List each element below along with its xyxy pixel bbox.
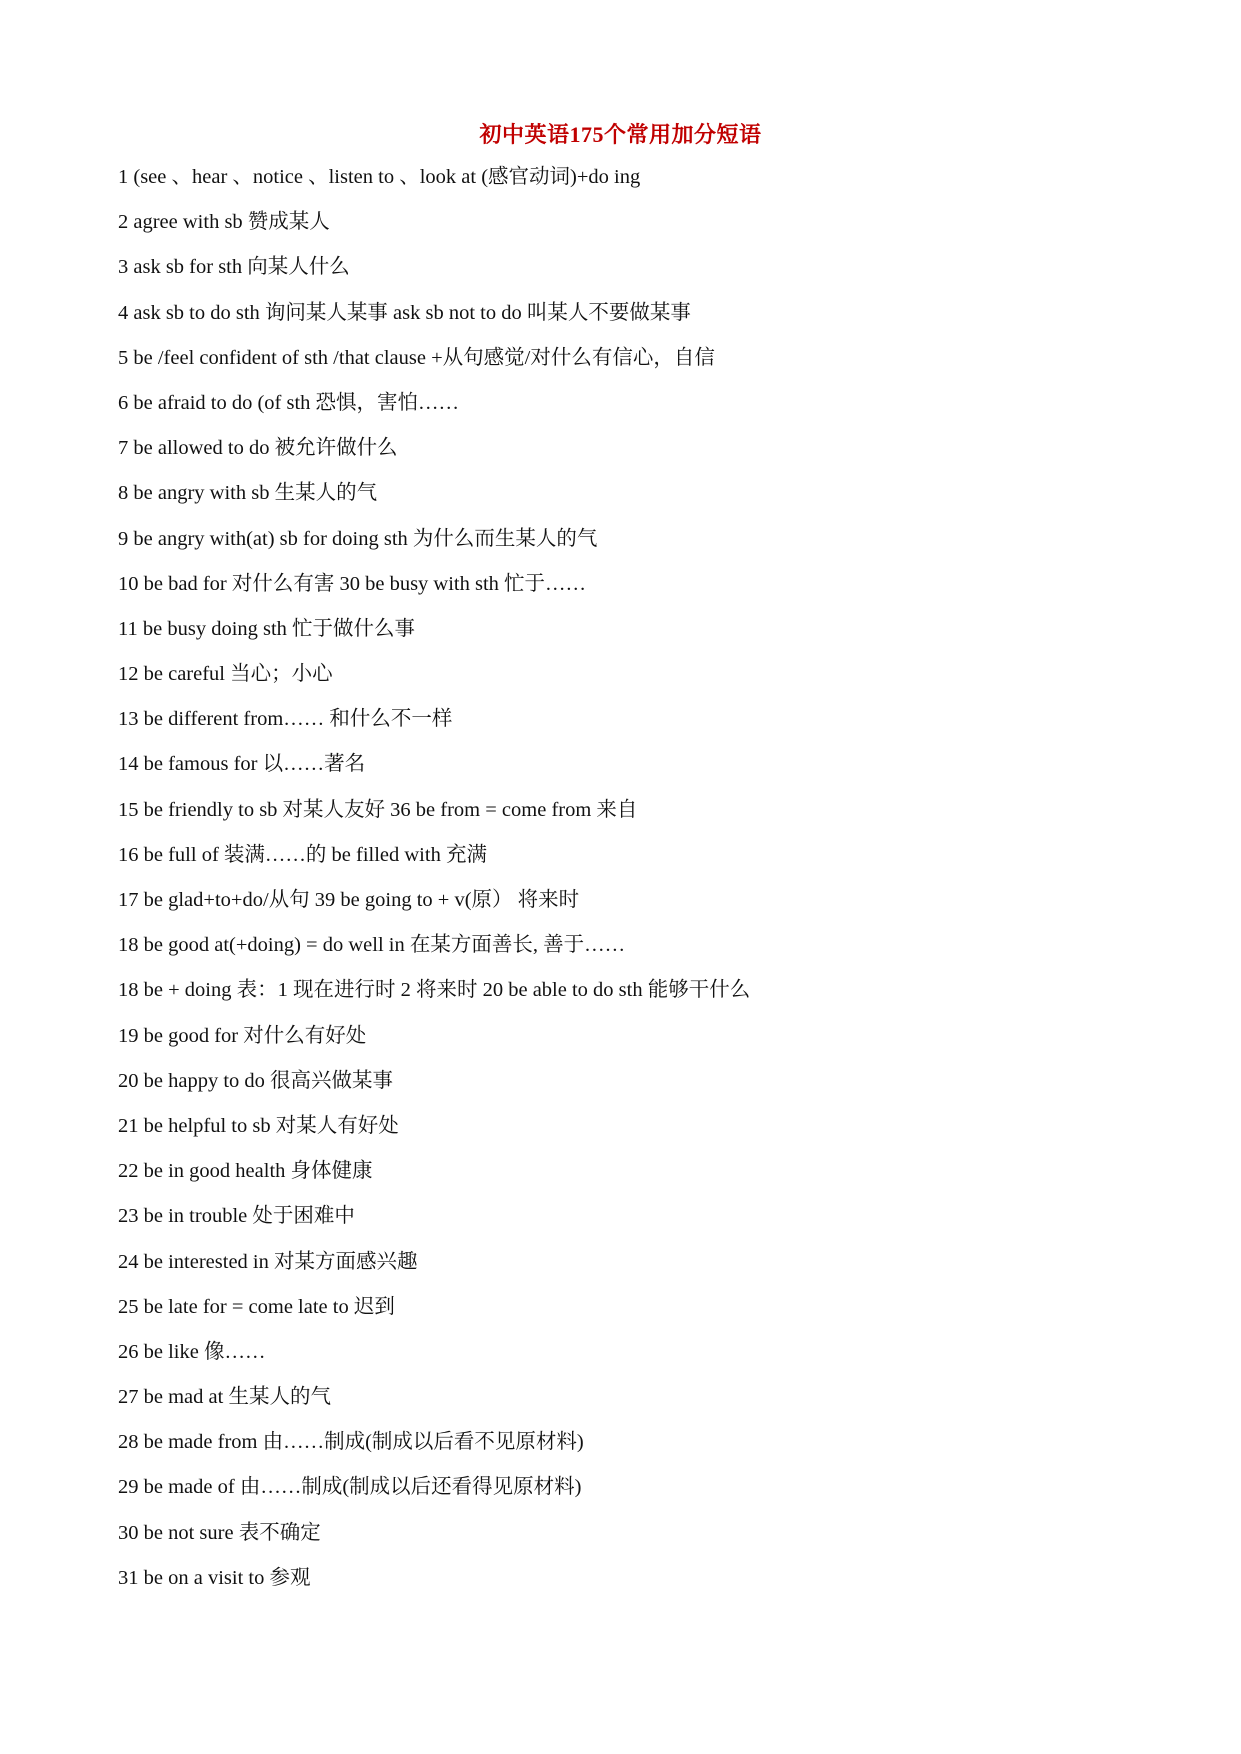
phrase-line: 10 be bad for 对什么有害 30 be busy with sth 忙于…… <box>118 572 587 595</box>
phrase-line: 25 be late for = come late to 迟到 <box>118 1295 395 1318</box>
phrase-line: 5 be /feel confident of sth /that clause +从句感觉/对什么有信心，自信 <box>118 346 715 369</box>
phrase-line: 11 be busy doing sth 忙于做什么事 <box>118 617 416 640</box>
phrase-line: 28 be made from 由……制成(制成以后看不见原材料) <box>118 1431 584 1454</box>
phrase-line: 21 be helpful to sb 对某人有好处 <box>118 1114 399 1137</box>
phrase-line: 18 be good at(+doing) = do well in 在某方面善长, 善于…… <box>118 934 626 957</box>
phrase-line: 30 be not sure 表不确定 <box>118 1521 321 1544</box>
phrase-line: 27 be mad at 生某人的气 <box>118 1386 331 1409</box>
phrase-line: 8 be angry with sb 生某人的气 <box>118 482 378 505</box>
phrase-line: 20 be happy to do 很高兴做某事 <box>118 1069 394 1092</box>
phrase-line: 22 be in good health 身体健康 <box>118 1160 373 1183</box>
phrase-line: 26 be like 像…… <box>118 1340 266 1363</box>
phrase-line: 29 be made of 由……制成(制成以后还看得见原材料) <box>118 1476 582 1499</box>
phrase-line: 3 ask sb for sth 向某人什么 <box>118 256 350 279</box>
phrase-line: 6 be afraid to do (of sth 恐惧，害怕…… <box>118 391 460 414</box>
phrase-line: 1 (see 、hear 、notice 、listen to 、look at (感官动词)+do ing <box>118 166 641 188</box>
phrase-line: 2 agree with sb 赞成某人 <box>118 211 330 234</box>
phrase-line: 13 be different from…… 和什么不一样 <box>118 708 453 731</box>
phrase-line: 15 be friendly to sb 对某人友好 36 be from = come from 来自 <box>118 798 638 821</box>
phrase-line: 12 be careful 当心；小心 <box>118 663 333 686</box>
page-title: 初中英语175个常用加分短语 <box>479 122 762 147</box>
phrase-line: 23 be in trouble 处于困难中 <box>118 1205 355 1228</box>
phrase-line: 16 be full of 装满……的 be filled with 充满 <box>118 843 487 866</box>
phrase-line: 18 be + doing 表：1 现在进行时 2 将来时 20 be able to do sth 能够干什么 <box>118 979 751 1002</box>
phrase-line: 17 be glad+to+do/从句 39 be going to + v(原） 将来时 <box>118 889 580 911</box>
phrase-line: 4 ask sb to do sth 询问某人某事 ask sb not to do 叫某人不要做某事 <box>118 301 691 324</box>
phrase-line: 14 be famous for 以……著名 <box>118 753 366 776</box>
phrase-line: 19 be good for 对什么有好处 <box>118 1024 367 1047</box>
phrase-line: 7 be allowed to do 被允许做什么 <box>118 437 398 460</box>
phrase-line: 9 be angry with(at) sb for doing sth 为什么而生某人的气 <box>118 527 598 550</box>
phrase-list <box>118 162 750 1608</box>
phrase-line: 31 be on a visit to 参观 <box>118 1566 311 1589</box>
phrase-line: 24 be interested in 对某方面感兴趣 <box>118 1250 418 1273</box>
